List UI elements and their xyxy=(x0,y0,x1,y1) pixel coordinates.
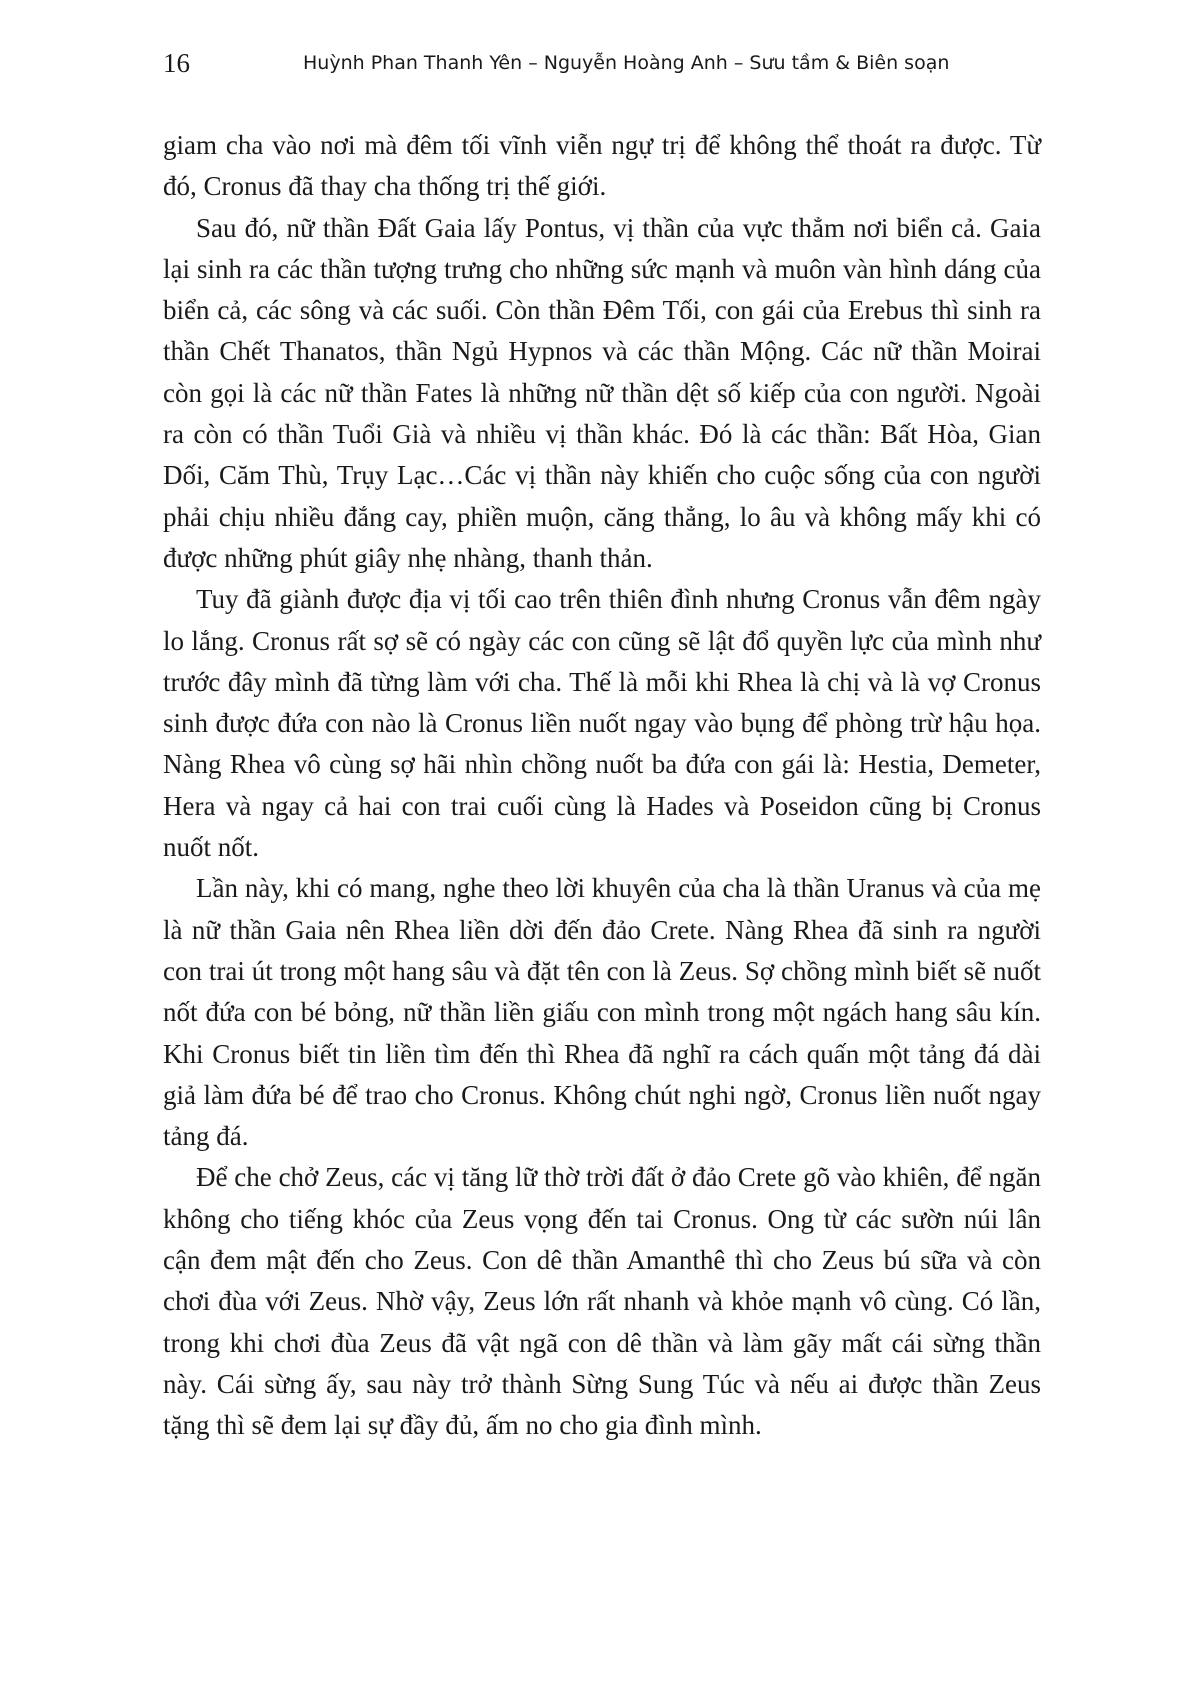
paragraph: Tuy đã giành được địa vị tối cao trên thiên đình nhưng Cronus vẫn đêm ngày lo lắng. Cronus rất sợ sẽ có ngày các con cũng sẽ lật đổ quyền lực của mình như trước đây mình đã từng làm với cha. Thế là mỗi khi Rhea là chị và là vợ Cronus sinh được đứa con nào là Cronus liền nuốt ngay vào bụng để phòng trừ hậu họa. Nàng Rhea vô cùng sợ hãi nhìn chồng nuốt ba đứa con gái là: Hestia, Demeter, Hera và ngay cả hai con trai cuối cùng là Hades và Poseidon cũng bị Cronus nuốt nốt. xyxy=(163,584,1041,863)
header-title: Huỳnh Phan Thanh Yên – Nguyễn Hoàng Anh – Sưu tầm & Biên soạn xyxy=(303,52,950,74)
paragraph: Sau đó, nữ thần Đất Gaia lấy Pontus, vị thần của vực thẳm nơi biển cả. Gaia lại sinh ra các thần tượng trưng cho những sức mạnh và muôn vàn hình dáng của biển cả, các sông và các suối. Còn thần Đêm Tối, con gái của Erebus thì sinh ra thần Chết Thanatos, thần Ngủ Hypnos và các thần Mộng. Các nữ thần Moirai còn gọi là các nữ thần Fates là những nữ thần dệt số kiếp của con người. Ngoài ra còn có thần Tuổi Già và nhiều vị thần khác. Đó là các thần: Bất Hòa, Gian Dối, Căm Thù, Trụy Lạc…Các vị thần này khiến cho cuộc sống của con người phải chịu nhiều đắng cay, phiền muộn, căng thẳng, lo âu và không mấy khi có được những phút giây nhẹ nhàng, thanh thản. xyxy=(163,212,1041,573)
running-header xyxy=(163,46,1043,86)
paragraph-continuation: giam cha vào nơi mà đêm tối vĩnh viễn ngự trị để không thể thoát ra được. Từ đó, Cronus đã thay cha thống trị thế giới. xyxy=(163,130,1041,202)
page-number: 16 xyxy=(163,48,190,78)
body-text xyxy=(163,125,1041,1447)
paragraph: Để che chở Zeus, các vị tăng lữ thờ trời đất ở đảo Crete gõ vào khiên, để ngăn không cho tiếng khóc của Zeus vọng đến tai Cronus. Ong từ các sườn núi lân cận đem mật đến cho Zeus. Con dê thần Amanthê thì cho Zeus bú sữa và còn chơi đùa với Zeus. Nhờ vậy, Zeus lớn rất nhanh và khỏe mạnh vô cùng. Có lần, trong khi chơi đùa Zeus đã vật ngã con dê thần và làm gãy mất cái sừng thần này. Cái sừng ấy, sau này trở thành Sừng Sung Túc và nếu ai được thần Zeus tặng thì sẽ đem lại sự đầy đủ, ấm no cho gia đình mình. xyxy=(163,1162,1041,1441)
paragraph: Lần này, khi có mang, nghe theo lời khuyên của cha là thần Uranus và của mẹ là nữ thần Gaia nên Rhea liền dời đến đảo Crete. Nàng Rhea đã sinh ra người con trai út trong một hang sâu và đặt tên con là Zeus. Sợ chồng mình biết sẽ nuốt nốt đứa con bé bỏng, nữ thần liền giấu con mình trong một ngách hang sâu kín. Khi Cronus biết tin liền tìm đến thì Rhea đã nghĩ ra cách quấn một tảng đá dài giả làm đứa bé để trao cho Cronus. Không chút nghi ngờ, Cronus liền nuốt ngay tảng đá. xyxy=(163,873,1041,1152)
